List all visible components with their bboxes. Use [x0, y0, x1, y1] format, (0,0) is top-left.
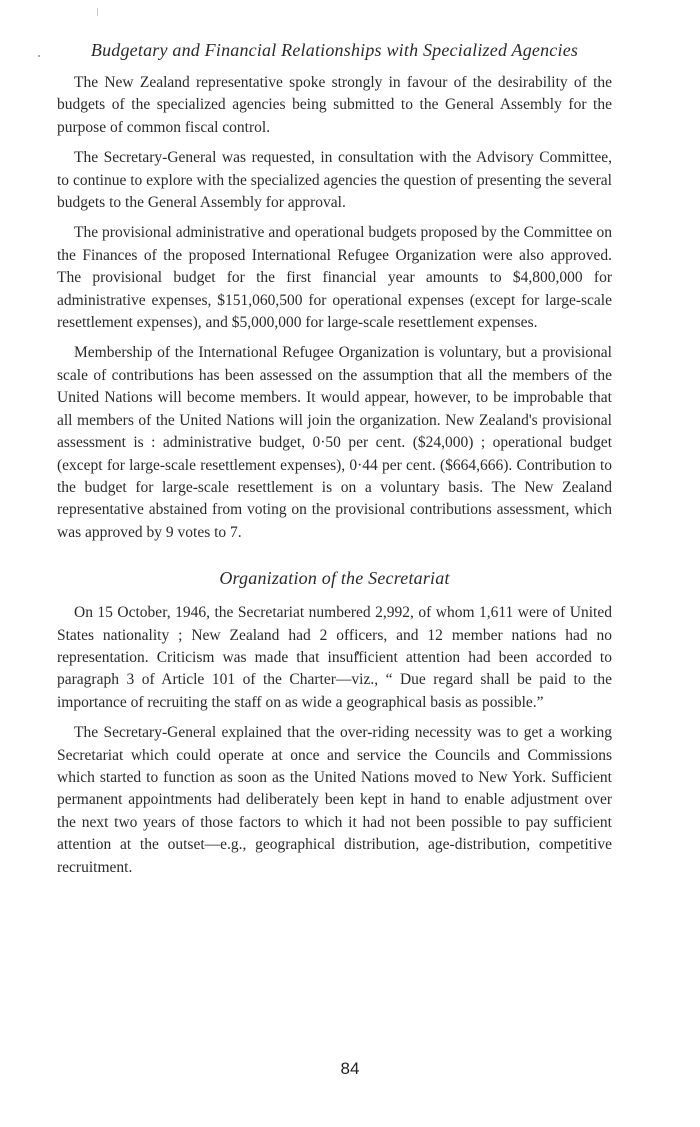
section-heading-budgetary: Budgetary and Financial Relationships with Specialized Agencies [90, 40, 579, 60]
paragraph: The Secretary-General explained that the over-riding necessity was to get a working Secretariat which could operate at once and service the Councils and Commissions which started to function as soon as the United Nations moved to New York. Sufficient permanent appointments had deliberately been kept in hand to enable adjustment over the next two years of those factors to which it had not been possible to pay sufficient attention at the outset—e.g., geographical distribution, age-distribution, competitive recruitment. [57, 724, 612, 876]
paragraph: The provisional administrative and operational budgets proposed by the Committee on the Finances of the proposed International Refugee Organization were also approved. The provisional budget for the first financial year amounts to $4,800,000 for administrative expenses, $151,060,500 for operational expenses (except for large-scale resettlement expenses), and $5,000,000 for large-scale resettlement expenses. [57, 224, 612, 332]
paragraph: On 15 October, 1946, the Secretariat numbered 2,992, of whom 1,611 were of United States nationality ; New Zealand had 2 officers, and 12 member nations had no representation. Criticism was made that insufficient attention had been accorded to paragraph 3 of Article 101 of the Charter—viz., “ Due regard shall be paid to the importance of recruiting the staff on as wide a geographical basis as possible.” [57, 604, 612, 711]
paragraph: The Secretary-General was requested, in consultation with the Advisory Committee, to continue to explore with the specialized agencies the question of presenting the several budgets to the General Assembly for approval. [57, 149, 612, 212]
page-number: 84 [340, 1059, 360, 1078]
paragraph: The New Zealand representative spoke strongly in favour of the desirability of the budgets of the specialized agencies being submitted to the General Assembly for the purpose of common fiscal control. [57, 74, 612, 136]
scan-mark [97, 8, 98, 16]
paragraph: Membership of the International Refugee Organization is voluntary, but a provisional scale of contributions has been assessed on the assumption that all the members of the United Nations will become members. It would appear, however, to be improbable that all members of the United Nations will join the organization. New Zealand's provisional assessment is : administrative budget, 0·50 per cent. ($24,000) ; operational budget (except for large-scale resettlement expenses), 0·44 per cent. ($664,666). Contribution to the budget for large-scale resettlement is on a voluntary basis. The New Zealand representative abstained from voting on the provisional contributions assessment, which was approved by 9 votes to 7. [57, 344, 612, 541]
section-heading-secretariat: Organization of the Secretariat [219, 568, 450, 589]
document-page [57, 38, 612, 887]
scan-dot [38, 55, 40, 57]
